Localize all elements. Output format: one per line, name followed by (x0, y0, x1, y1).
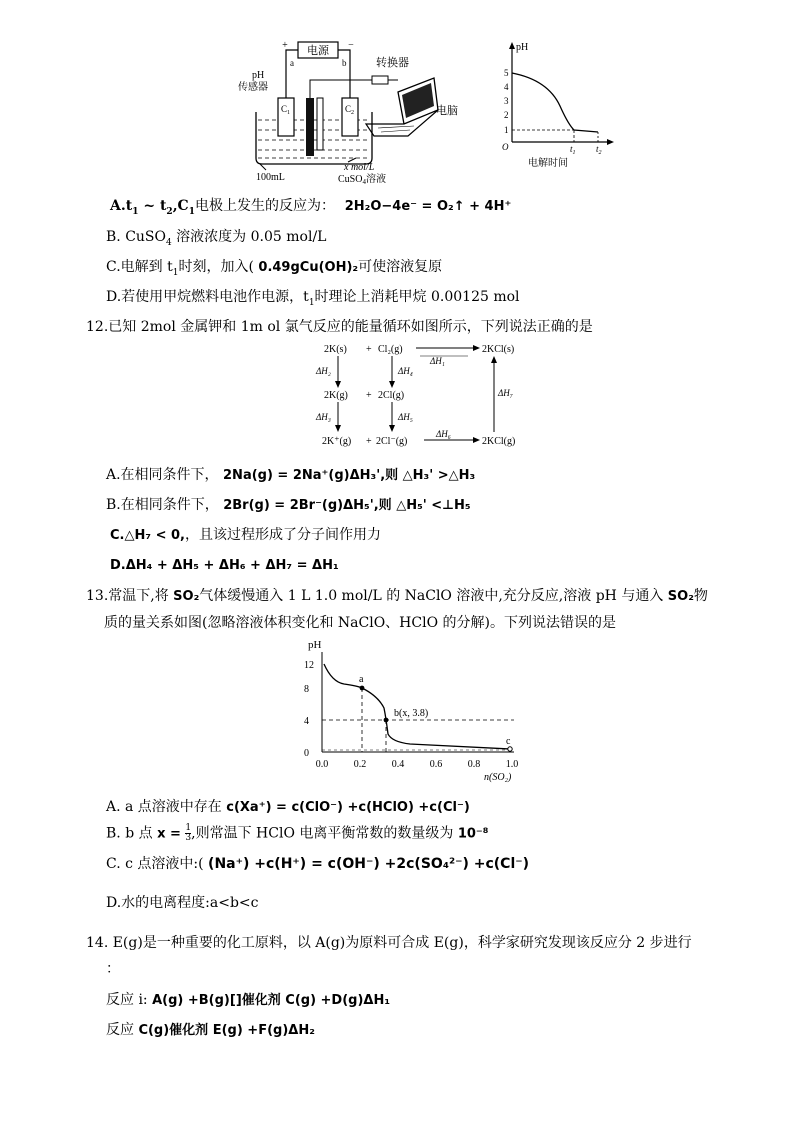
svg-text:C2: $C_2$ (345, 104, 355, 116)
x-tick-label: 0.0 (315, 759, 329, 770)
x-tick-label: 0.6 (429, 759, 443, 770)
q13-option-b: B. b 点 x = $\frac{1}{3}$ ,则常温下 HClO 电离平衡常数的数量级为 10⁻⁸ (106, 823, 489, 843)
q11-option-c: C.电解到 $t_1$时刻，加入( 0.49gCu(OH)₂可使溶液复原 (106, 259, 443, 278)
q14-stem: 14. E(g)是一种重要的化工原料，以 A(g)为原料可合成 E(g)，科学家研究发现该反应分 2 步进行 (86, 935, 692, 951)
svg-text:5: 5 (504, 68, 509, 78)
svg-text:Cl₂(g): Cl₂(g) (378, 344, 403, 355)
q12-option-c: C.△H₇ < 0,，且该过程形成了分子间作用力 (110, 527, 381, 543)
laptop-icon (366, 78, 438, 136)
svg-text:pH: pH (516, 42, 529, 53)
computer-label: 电脑 (436, 105, 458, 117)
svg-text:电解时间: 电解时间 (528, 158, 568, 169)
chart-xlabel: n(SO₂) (484, 772, 512, 783)
x-tick-label: 0.2 (353, 759, 367, 770)
svg-text:t1: $t_1$ (570, 144, 576, 156)
q11-option-b: B. CuSO$_4$ 溶液浓度为 0.05 mol/L (106, 229, 327, 248)
svg-text:+: + (366, 436, 372, 447)
svg-text:O: O (502, 142, 509, 152)
svg-text:C1: $C_1$ (281, 104, 291, 116)
energy-cycle-diagram (312, 340, 532, 450)
q14-reaction-1: 反应 i: A(g) +B(g)[]催化剂 C(g) +D(g)ΔH₁ (106, 992, 391, 1008)
svg-text:2KCl(s): 2KCl(s) (482, 344, 515, 355)
svg-text:c: c (506, 736, 511, 747)
q13-option-a: A. a 点溶液中存在 c(Xa⁺) = c(ClO⁻) +c(HClO) +c(Cl⁻) (106, 799, 470, 815)
q12-option-b: B.在相同条件下， 2Br(g) = 2Br⁻(g)ΔH₅',则 △H₅' <⊥H₅ (106, 497, 471, 513)
y-tick-label: 8 (304, 684, 309, 695)
svg-text:2: 2 (504, 110, 509, 120)
ph-curve-series (324, 664, 510, 749)
ph-so2-chart (300, 634, 530, 784)
q11-option-a: $A.t_1$ ~ $t_2,C_1$电极上发生的反应为： 2H₂O−4e⁻ = O₂↑ + 4H⁺ (110, 198, 512, 217)
q13-stem-line2: 质的量关系如图(忽略溶液体积变化和 NaClO、HClO 的分解)。下列说法错误的是 (104, 615, 616, 631)
svg-text:ΔH₄: ΔH₄ (398, 366, 413, 376)
volume-label: 100mL (256, 172, 285, 183)
svg-text:b: b (342, 58, 347, 68)
converter-label: 转换器 (376, 57, 409, 69)
q13-option-d: D.水的电离程度:a<b<c (106, 895, 259, 911)
svg-text:a: a (290, 58, 294, 68)
q14-reaction-2: 反应 C(g)催化剂 E(g) +F(g)ΔH₂ (106, 1022, 315, 1038)
conc-label: x mol/L (344, 162, 375, 173)
svg-text:ΔH₃: ΔH₃ (316, 412, 331, 422)
q12-option-a: A.在相同条件下， 2Na(g) = 2Na⁺(g)ΔH₃',则 △H₃' >△H₃ (106, 467, 476, 483)
svg-text:2K⁺(g): 2K⁺(g) (322, 436, 352, 447)
q11-option-d: D.若使用甲烷燃料电池作电源，$t_1$时理论上消耗甲烷 0.00125 mol (106, 289, 520, 308)
power-label: 电源 (307, 45, 329, 57)
ph-time-graph (498, 40, 618, 170)
svg-text:+: + (366, 390, 372, 401)
svg-text:ΔH₇: ΔH₇ (498, 388, 513, 398)
point-b (384, 718, 389, 723)
svg-text:1: 1 (504, 125, 509, 135)
svg-text:−: − (348, 40, 354, 51)
solution-label: CuSO$_4$溶液 (338, 174, 386, 186)
svg-text:传感器: 传感器 (238, 82, 268, 93)
q13-option-c: C. c 点溶液中:( (Na⁺) +c(H⁺) = c(OH⁻) +2c(SO₄²⁻) +c(Cl⁻) (106, 856, 530, 872)
svg-text:ΔH₆: ΔH₆ (436, 429, 451, 439)
y-tick-label: 0 (304, 748, 309, 759)
q13-stem-line1: 13.常温下,将 SO₂气体缓慢通入 1 L 1.0 mol/L 的 NaClO 溶液中,充分反应,溶液 pH 与通入 SO₂物 (86, 588, 708, 604)
svg-text:4: 4 (504, 82, 509, 92)
ph-probe (306, 98, 314, 156)
electrolysis-apparatus-figure (238, 40, 458, 186)
svg-text:2KCl(g): 2KCl(g) (482, 436, 516, 447)
svg-text:2Cl⁻(g): 2Cl⁻(g) (376, 436, 408, 447)
svg-text:pH: pH (252, 70, 265, 81)
x-tick-label: 0.4 (391, 759, 405, 770)
q12-stem: 12.已知 2mol 金属钾和 1m ol 氯气反应的能量循环如图所示，下列说法正确的是 (86, 319, 593, 335)
svg-text:2K(g): 2K(g) (324, 390, 348, 401)
svg-text:3: 3 (504, 96, 509, 106)
svg-text:a: a (359, 674, 364, 685)
ph-curve (512, 73, 598, 132)
svg-text:2Cl(g): 2Cl(g) (378, 390, 405, 401)
y-tick-label: 12 (304, 660, 314, 671)
svg-text:b(x, 3.8): b(x, 3.8) (394, 708, 429, 719)
y-tick-label: 4 (304, 716, 309, 727)
svg-text:ΔH₂: ΔH₂ (316, 366, 331, 376)
chart-ylabel: pH (308, 639, 322, 651)
point-c (508, 747, 512, 751)
svg-text:+: + (282, 40, 288, 51)
converter-box (372, 76, 388, 84)
svg-text:t2: $t_2$ (596, 144, 602, 156)
q14-colon: ： (106, 961, 120, 977)
svg-text:ΔH₁: ΔH₁ (430, 356, 445, 366)
q12-option-d: D.ΔH₄ + ΔH₅ + ΔH₆ + ΔH₇ = ΔH₁ (110, 558, 339, 573)
x-tick-label: 0.8 (467, 759, 481, 770)
svg-text:ΔH₅: ΔH₅ (398, 412, 413, 422)
svg-text:+: + (366, 344, 372, 355)
svg-text:2K(s): 2K(s) (324, 344, 347, 355)
point-a (360, 686, 365, 691)
x-tick-label: 1.0 (505, 759, 519, 770)
